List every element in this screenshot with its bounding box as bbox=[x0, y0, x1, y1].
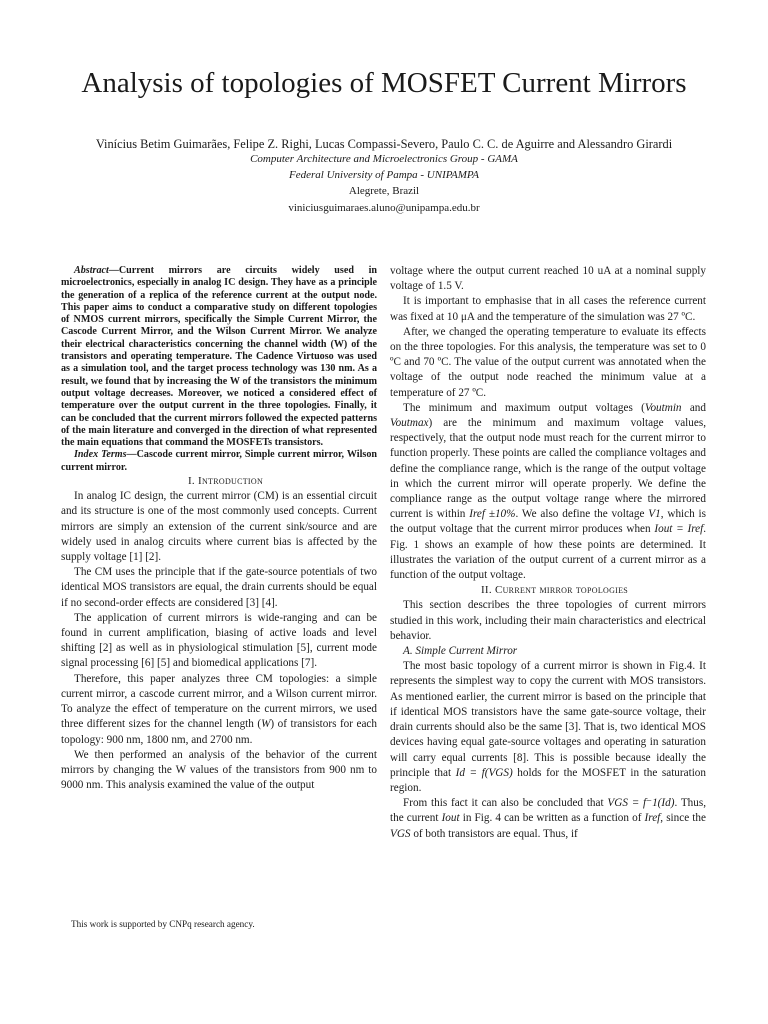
paragraph: This section describes the three topologies of current mirrors studied in this work, including their main characteristics and electrical behavior. bbox=[390, 599, 706, 642]
paragraph: After, we changed the operating temperature to evaluate its effects on the three topologies. For this analysis, the temperature was set to 0 ºC and 70 ºC. The value of the output current was annotated when the voltage of the output node reached the minimum value at a temperature of 27 ºC. bbox=[390, 325, 706, 399]
paragraph: The most basic topology of a current mirror is shown in Fig.4. It represents the simplest way to copy the current with MOS transistors. As mentioned earlier, the current mirror is based on the principle that if identical MOS transistors have the same gate-source voltage, their drain currents should also be the same [3]. That is, two identical MOS devices having equal gate-source voltages and operating in saturation will carry equal currents [8]. This is possible because ideally the principle that Id = f(VGS) holds for the MOSFET in the saturation region. bbox=[390, 660, 706, 794]
abstract-label: Abstract bbox=[74, 265, 109, 276]
author-list: Vinícius Betim Guimarães, Felipe Z. Righi, Lucas Compassi-Severo, Paulo C. C. de Aguirre and Alessandro Girardi bbox=[95, 137, 673, 151]
index-terms-text: —Cascode current mirror, Simple current mirror, Wilson current mirror. bbox=[61, 449, 377, 473]
paragraph: The application of current mirrors is wide-ranging and can be found in current amplification, biasing of active loads and level shifting [2] as well as in physiological stimulation [5], current mode signal processing [6] [5] and biomedical applications [7]. bbox=[61, 611, 377, 670]
right-column bbox=[390, 264, 706, 842]
paragraph: We then performed an analysis of the behavior of the current mirrors by changing the W values of the transistors from 900 nm to 9000 nm. This analysis examined the value of the output bbox=[61, 748, 377, 792]
paragraph: From this fact it can also be concluded that VGS = f⁻1(Id). Thus, the current Iout in Fig. 4 can be written as a function of Iref, since the VGS of both transistors are equal. Thus, if bbox=[390, 797, 706, 840]
paragraph: It is important to emphasise that in all cases the reference current was fixed at 10 μA and the temperature of the simulation was 27 ºC. bbox=[390, 295, 706, 323]
paragraph: In analog IC design, the current mirror (CM) is an essential circuit and its structure is one of the most commonly used concepts. Current mirrors are simply an extension of the current sink/source and are widely used in analog circuits where current bias is affected by the supply voltage [1] [2]. bbox=[61, 490, 377, 564]
paragraph: voltage where the output current reached 10 uA at a nominal supply voltage of 1.5 V. bbox=[390, 265, 706, 293]
footnote: This work is supported by CNPq research agency. bbox=[71, 919, 255, 929]
abstract bbox=[61, 265, 377, 449]
index-terms-label: Index Terms bbox=[74, 449, 127, 461]
affiliation-group: Computer Architecture and Microelectronics Group - GAMA bbox=[250, 153, 518, 165]
index-terms bbox=[61, 449, 377, 474]
paper-title: Analysis of topologies of MOSFET Current Mirrors bbox=[81, 67, 687, 99]
paragraph: The CM uses the principle that if the gate-source potentials of two identical MOS transistors are equal, the drain currents should be equal if no second-order effects are considered [3] [4]. bbox=[61, 566, 377, 609]
section-heading-topologies: II. Current mirror topologies bbox=[480, 584, 629, 597]
affiliation-university: Federal University of Pampa - UNIPAMPA bbox=[289, 169, 479, 181]
left-column bbox=[61, 265, 377, 793]
paragraph: The minimum and maximum output voltages (Voutmin and Voutmax) are the minimum and maximum voltage values, respectively, that the output node must reach for the current mirror to function properly. These points are called the compliance voltages and define the compliance range, which is the range of the output voltage in which the current mirror will operate properly. We define the compliance range as the output voltage range where the mirrored current is within Iref ±10%. We also define the voltage V1, which is the output voltage that the current mirror produces when Iout = Iref. Fig. 1 shows an example of how these points are determined. It illustrates the variation of the output current of a current mirror as a function of the output voltage. bbox=[390, 401, 707, 582]
paragraph: Therefore, this paper analyzes three CM topologies: a simple current mirror, a cascode current mirror, and a Wilson current mirror. To analyze the effect of temperature on the current mirrors, we used three different sizes for the channel length (W) of transistors for each topology: 900 nm, 1800 nm, and 2700 nm. bbox=[61, 672, 377, 746]
author-email: viniciusguimaraes.aluno@unipampa.edu.br bbox=[288, 202, 480, 214]
subsection-heading-simple-mirror: A. Simple Current Mirror bbox=[403, 645, 518, 658]
abstract-text: —Current mirrors are circuits widely used in microelectronics, especially in analog IC design. They have as a principle the generation of a replica of the reference current at the output node. This paper aims to conduct a comparative study on different topologies of NMOS current mirrors, specifically the Simple Current Mirror, the Cascode Current Mirror, and the Wilson Current Mirror. We analyze their electrical characteristics concerning the channel width (W) of the transistors and operating temperature. The Cadence Virtuoso was used as a simulation tool, and the target process technology was 130 nm. As a result, we found that by increasing the W of the transistors the minimum output voltage decreases. Moreover, we noticed a considered effect of temperature over the output current in the three topologies. Finally, it can be concluded that the current mirrors followed the expected patterns of the main literature and converged in the direction of what represented the main equations that command the MOSFETs transistors. bbox=[61, 265, 377, 449]
section-heading-introduction: I. Introduction bbox=[187, 475, 264, 488]
affiliation-city: Alegrete, Brazil bbox=[348, 185, 420, 197]
